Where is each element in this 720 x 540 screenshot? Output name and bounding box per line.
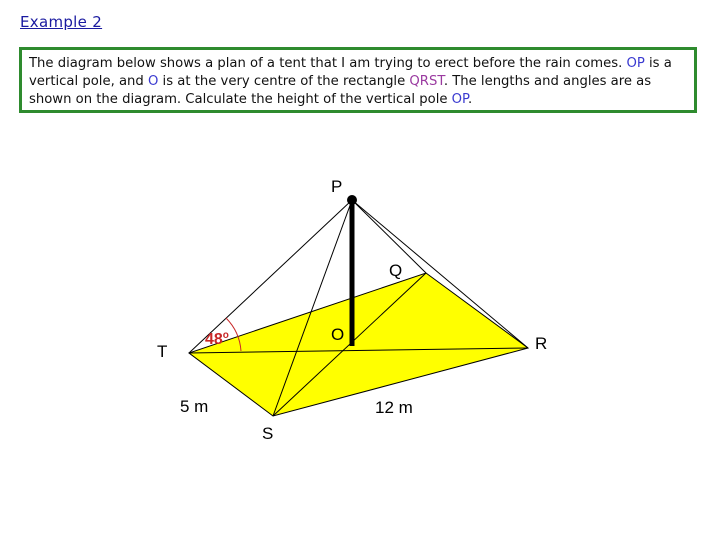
example-heading: Example 2 xyxy=(20,13,103,31)
problem-text-3: is at the very centre of the rectangle xyxy=(158,74,410,89)
label-o: O xyxy=(331,325,345,344)
label-s: S xyxy=(262,424,274,443)
problem-text-5: . xyxy=(467,92,473,107)
problem-o: O xyxy=(147,74,159,89)
problem-op-2: OP xyxy=(451,92,468,107)
label-t: T xyxy=(157,342,168,361)
angle-value: 48 xyxy=(205,331,223,348)
label-r: R xyxy=(535,334,548,353)
length-sr: 12 m xyxy=(375,398,413,417)
apex-point-p xyxy=(347,195,357,205)
problem-text-1: The diagram below shows a plan of a tent that I am trying to erect before the rain comes. xyxy=(29,56,627,71)
problem-text-4: . The lengths and angles are as shown on the diagram. Calculate the height of the vertical pole xyxy=(29,74,652,107)
problem-op-1: OP xyxy=(626,56,645,71)
length-ts: 5 m xyxy=(180,397,209,416)
problem-text-2: is a vertical pole, and xyxy=(29,56,672,89)
label-p: P xyxy=(331,177,343,196)
degree-symbol: o xyxy=(222,330,229,341)
label-q: Q xyxy=(389,261,403,280)
problem-qrst: QRST xyxy=(409,74,444,89)
